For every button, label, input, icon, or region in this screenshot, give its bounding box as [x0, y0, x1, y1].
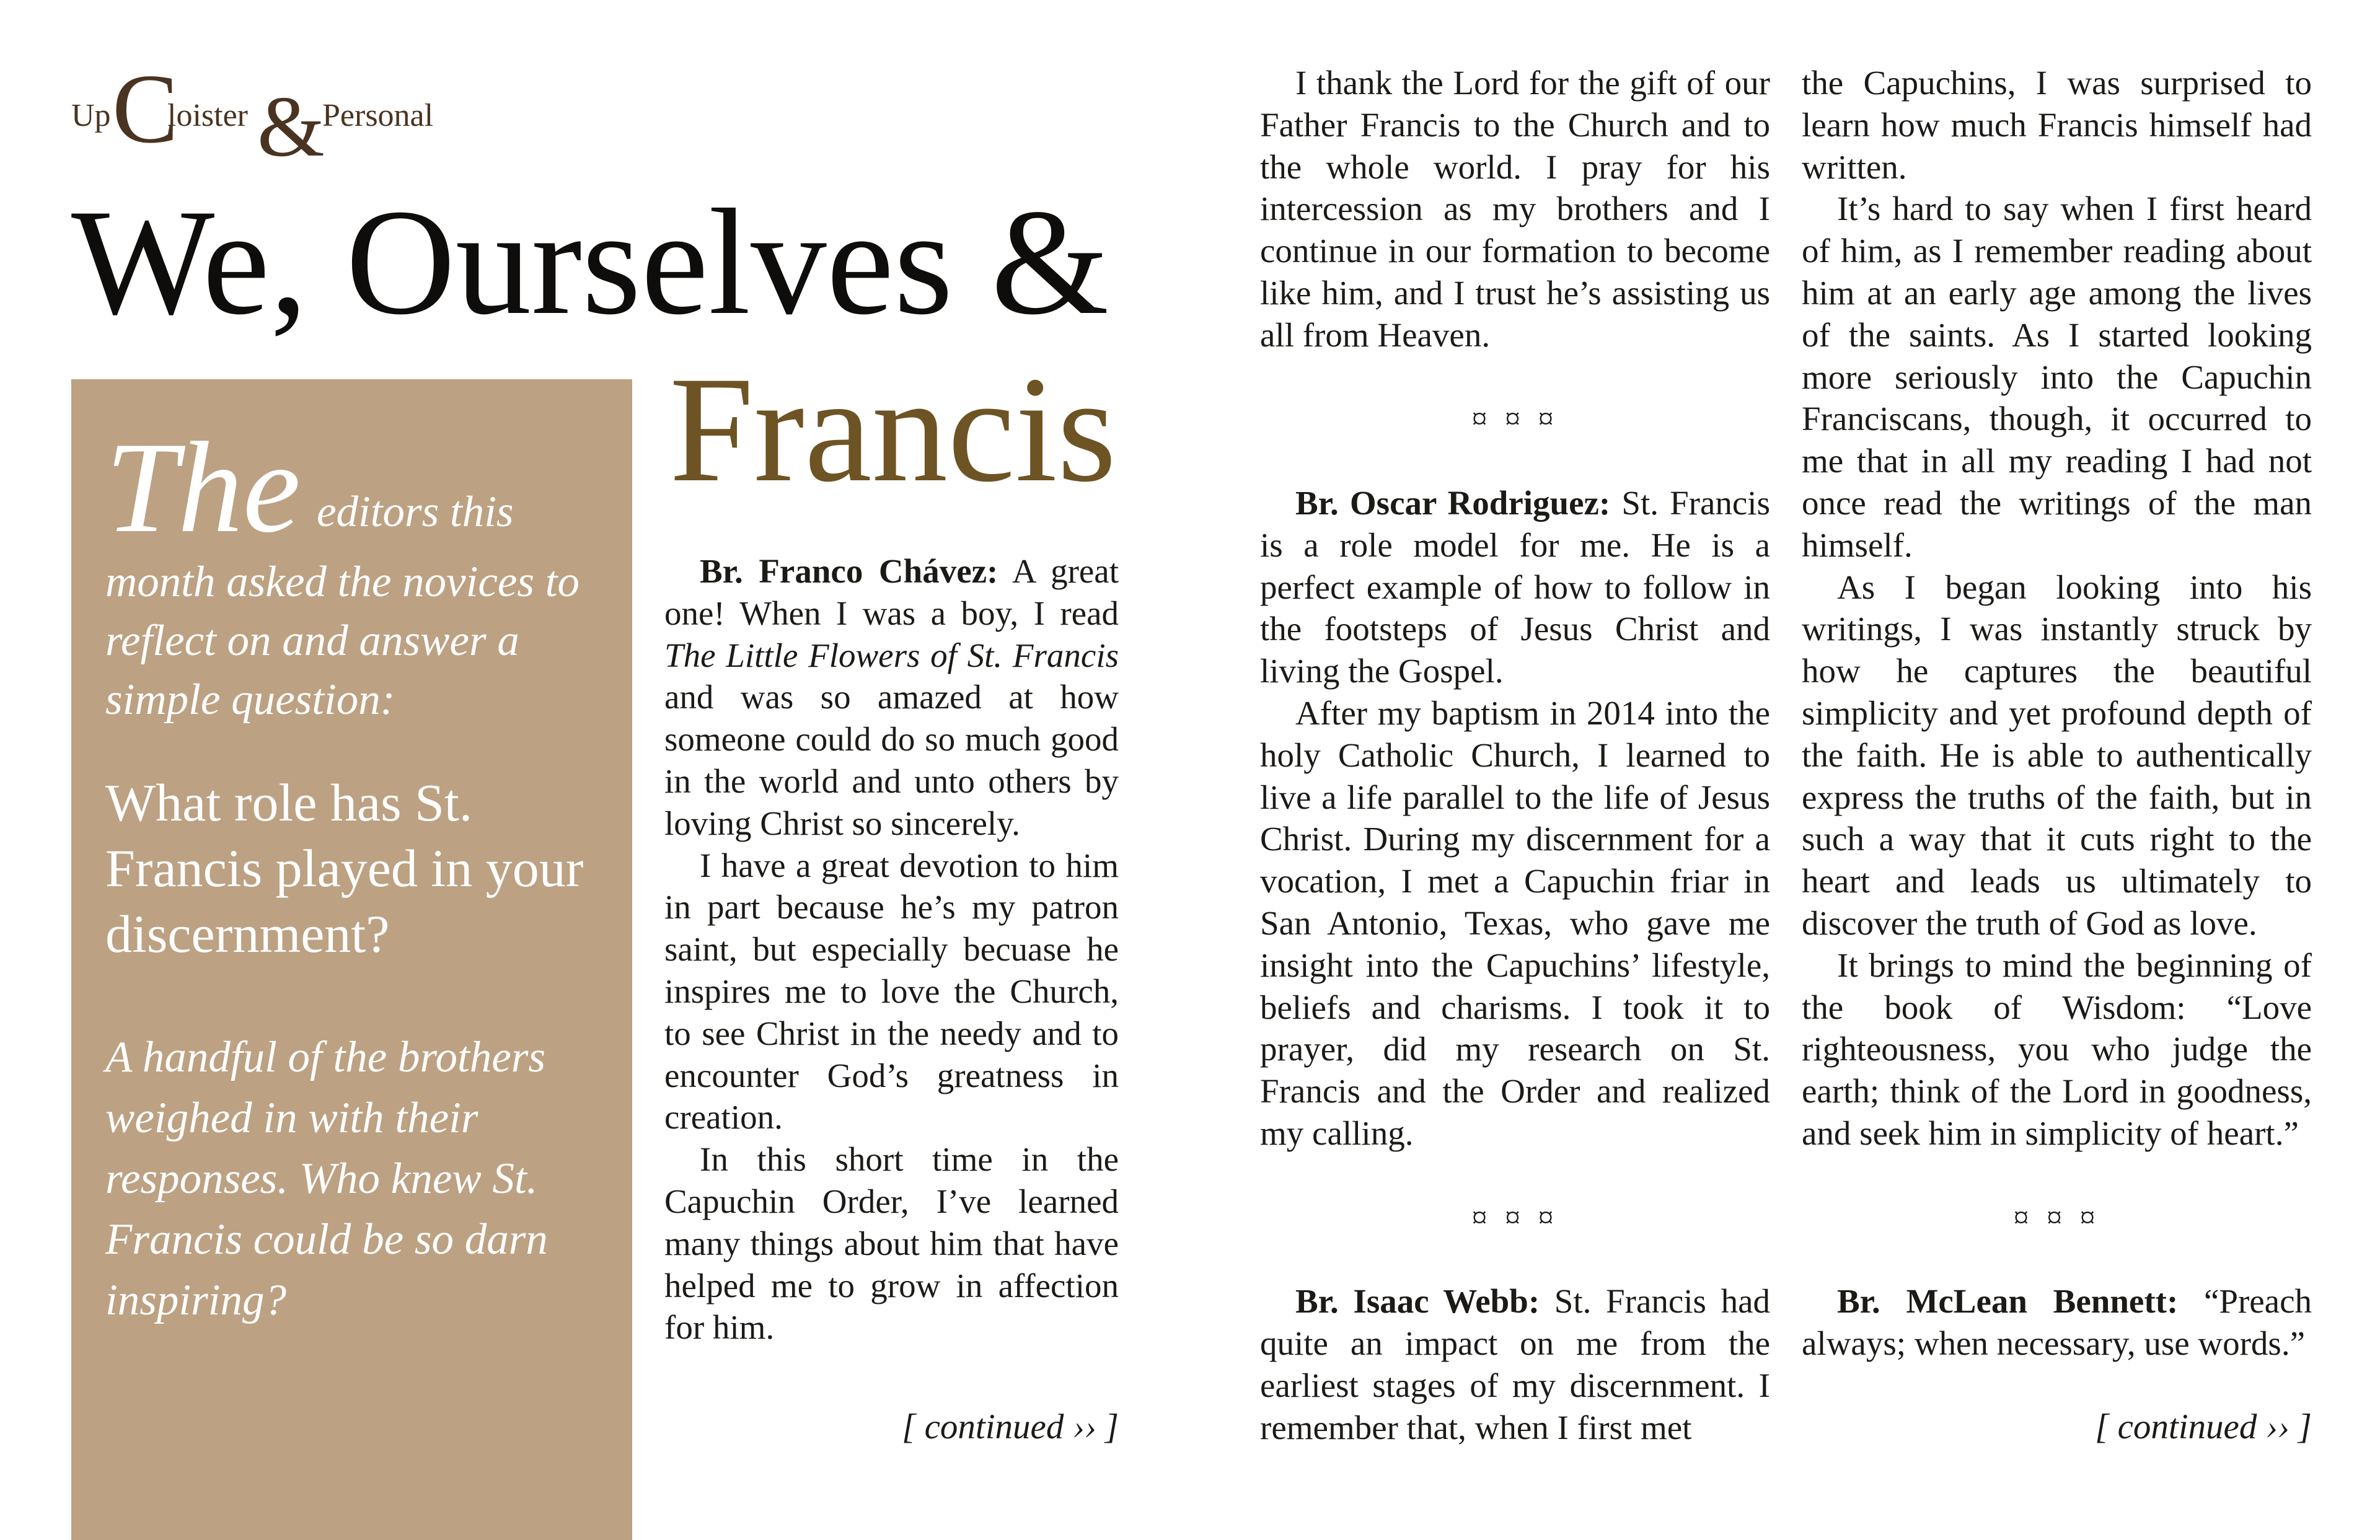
paragraph: Br. Franco Chávez: A great one! When I was a boy, I read The Little Flowers of St. Francis and was so amazed at how someone could do so much good in the world and unto others by loving Christ so sincerely.	[664, 552, 1119, 842]
intro-drop-word: The	[105, 416, 301, 560]
logo-cloister-initial: C	[112, 53, 178, 164]
speaker-name: Br. Isaac Webb:	[1295, 1282, 1540, 1321]
paragraph: As I began looking into his writings, I was instantly struck by how he captures the beautiful simplicity and yet profound depth of the faith. He is able to authentically express the truths of the faith, but in such a way that it cuts right to the heart and leads us ultimately to discover the truth of God as love.	[1802, 568, 2312, 942]
speaker-name: Br. Oscar Rodriguez:	[1295, 483, 1611, 522]
speaker-name: Br. McLean Bennett:	[1837, 1282, 2179, 1321]
continued-link[interactable]: [ continued ›› ]	[2095, 1407, 2312, 1446]
paragraph: I thank the Lord for the gift of our Father Francis to the Church and to the whole world. I pray for his intercession as my brothers and I continue in our formation to become like him, and I trust he’s assisting us all from Heaven.	[1260, 64, 1770, 354]
paragraph: It brings to mind the beginning of the book of Wisdom: “Love righteousness, you who judge the earth; think of the Lord in goodness, and seek him in simplicity of heart.”	[1802, 946, 2312, 1152]
paragraph: I have a great devotion to him in part because he’s my patron saint, but especially becuase he inspires me to love the Church, to see Christ in the needy and to encounter God’s greatness in creation.	[664, 846, 1119, 1137]
text-column-1	[664, 550, 1119, 1349]
text-column-2	[1260, 62, 1770, 1448]
section-separator: ¤ ¤ ¤	[1471, 401, 1559, 436]
section-logo	[71, 53, 434, 177]
book-title: The Little Flowers of St. Francis	[664, 636, 1119, 674]
paragraph: It’s hard to say when I first heard of him, as I remember reading about him at an early age among the lives of the saints. As I started looking more seriously into the Capuchin Franciscans, though, it occurred to me that in all my reading I had not once read the writings of the man himself.	[1802, 190, 2312, 564]
paragraph: In this short time in the Capuchin Order, I’ve learned many things about him that have helped me to grow in affection for him.	[664, 1140, 1119, 1347]
paragraph: the Capuchins, I was surprised to learn how much Francis himself had written.	[1802, 64, 2312, 186]
continued-link[interactable]: [ continued ›› ]	[902, 1407, 1119, 1446]
intro-text	[105, 416, 614, 729]
closing-text: A handful of the brothers weighed in with their responses. Who knew St. Francis could be so darn inspiring?	[105, 1033, 548, 1324]
section-separator: ¤ ¤ ¤	[2013, 1199, 2100, 1234]
speaker-name: Br. Franco Chávez:	[700, 552, 998, 590]
intro-rest: editors this month asked the novices to reflect on and answer a simple question:	[105, 488, 580, 724]
paragraph: Br. Oscar Rodriguez: St. Francis is a role model for me. He is a perfect example of how to follow in the footsteps of Jesus Christ and living the Gospel.	[1260, 483, 1770, 690]
logo-up: Up	[71, 98, 111, 133]
paragraph: After my baptism in 2014 into the holy Catholic Church, I learned to live a life parallel to the life of Jesus Christ. During my discernment for a vocation, I met a Capuchin friar in San Antonio, Texas, who gave me insight into the Capuchins’ lifestyle, beliefs and charisms. I took it to prayer, did my research on St. Francis and the Order and realized my calling.	[1260, 693, 1770, 1152]
logo-personal: Personal	[322, 98, 434, 133]
text-column-3	[1802, 62, 2312, 1365]
intro-panel	[71, 379, 632, 1540]
paragraph: Br. Isaac Webb: St. Francis had quite an impact on me from the earliest stages of my discernment. I remember that, when I first met	[1260, 1282, 1770, 1446]
logo-cloister-rest: loister	[167, 98, 248, 133]
logo-ampersand: &	[257, 79, 325, 175]
section-separator: ¤ ¤ ¤	[1471, 1199, 1559, 1234]
question-text: What role has St. Francis played in your discernment?	[105, 773, 584, 964]
article-title-line2: Francis	[669, 345, 1117, 513]
paragraph: Br. McLean Bennett: “Preach always; when necessary, use words.”	[1802, 1282, 2312, 1362]
article-title-line1: We, Ourselves &	[71, 178, 1109, 346]
